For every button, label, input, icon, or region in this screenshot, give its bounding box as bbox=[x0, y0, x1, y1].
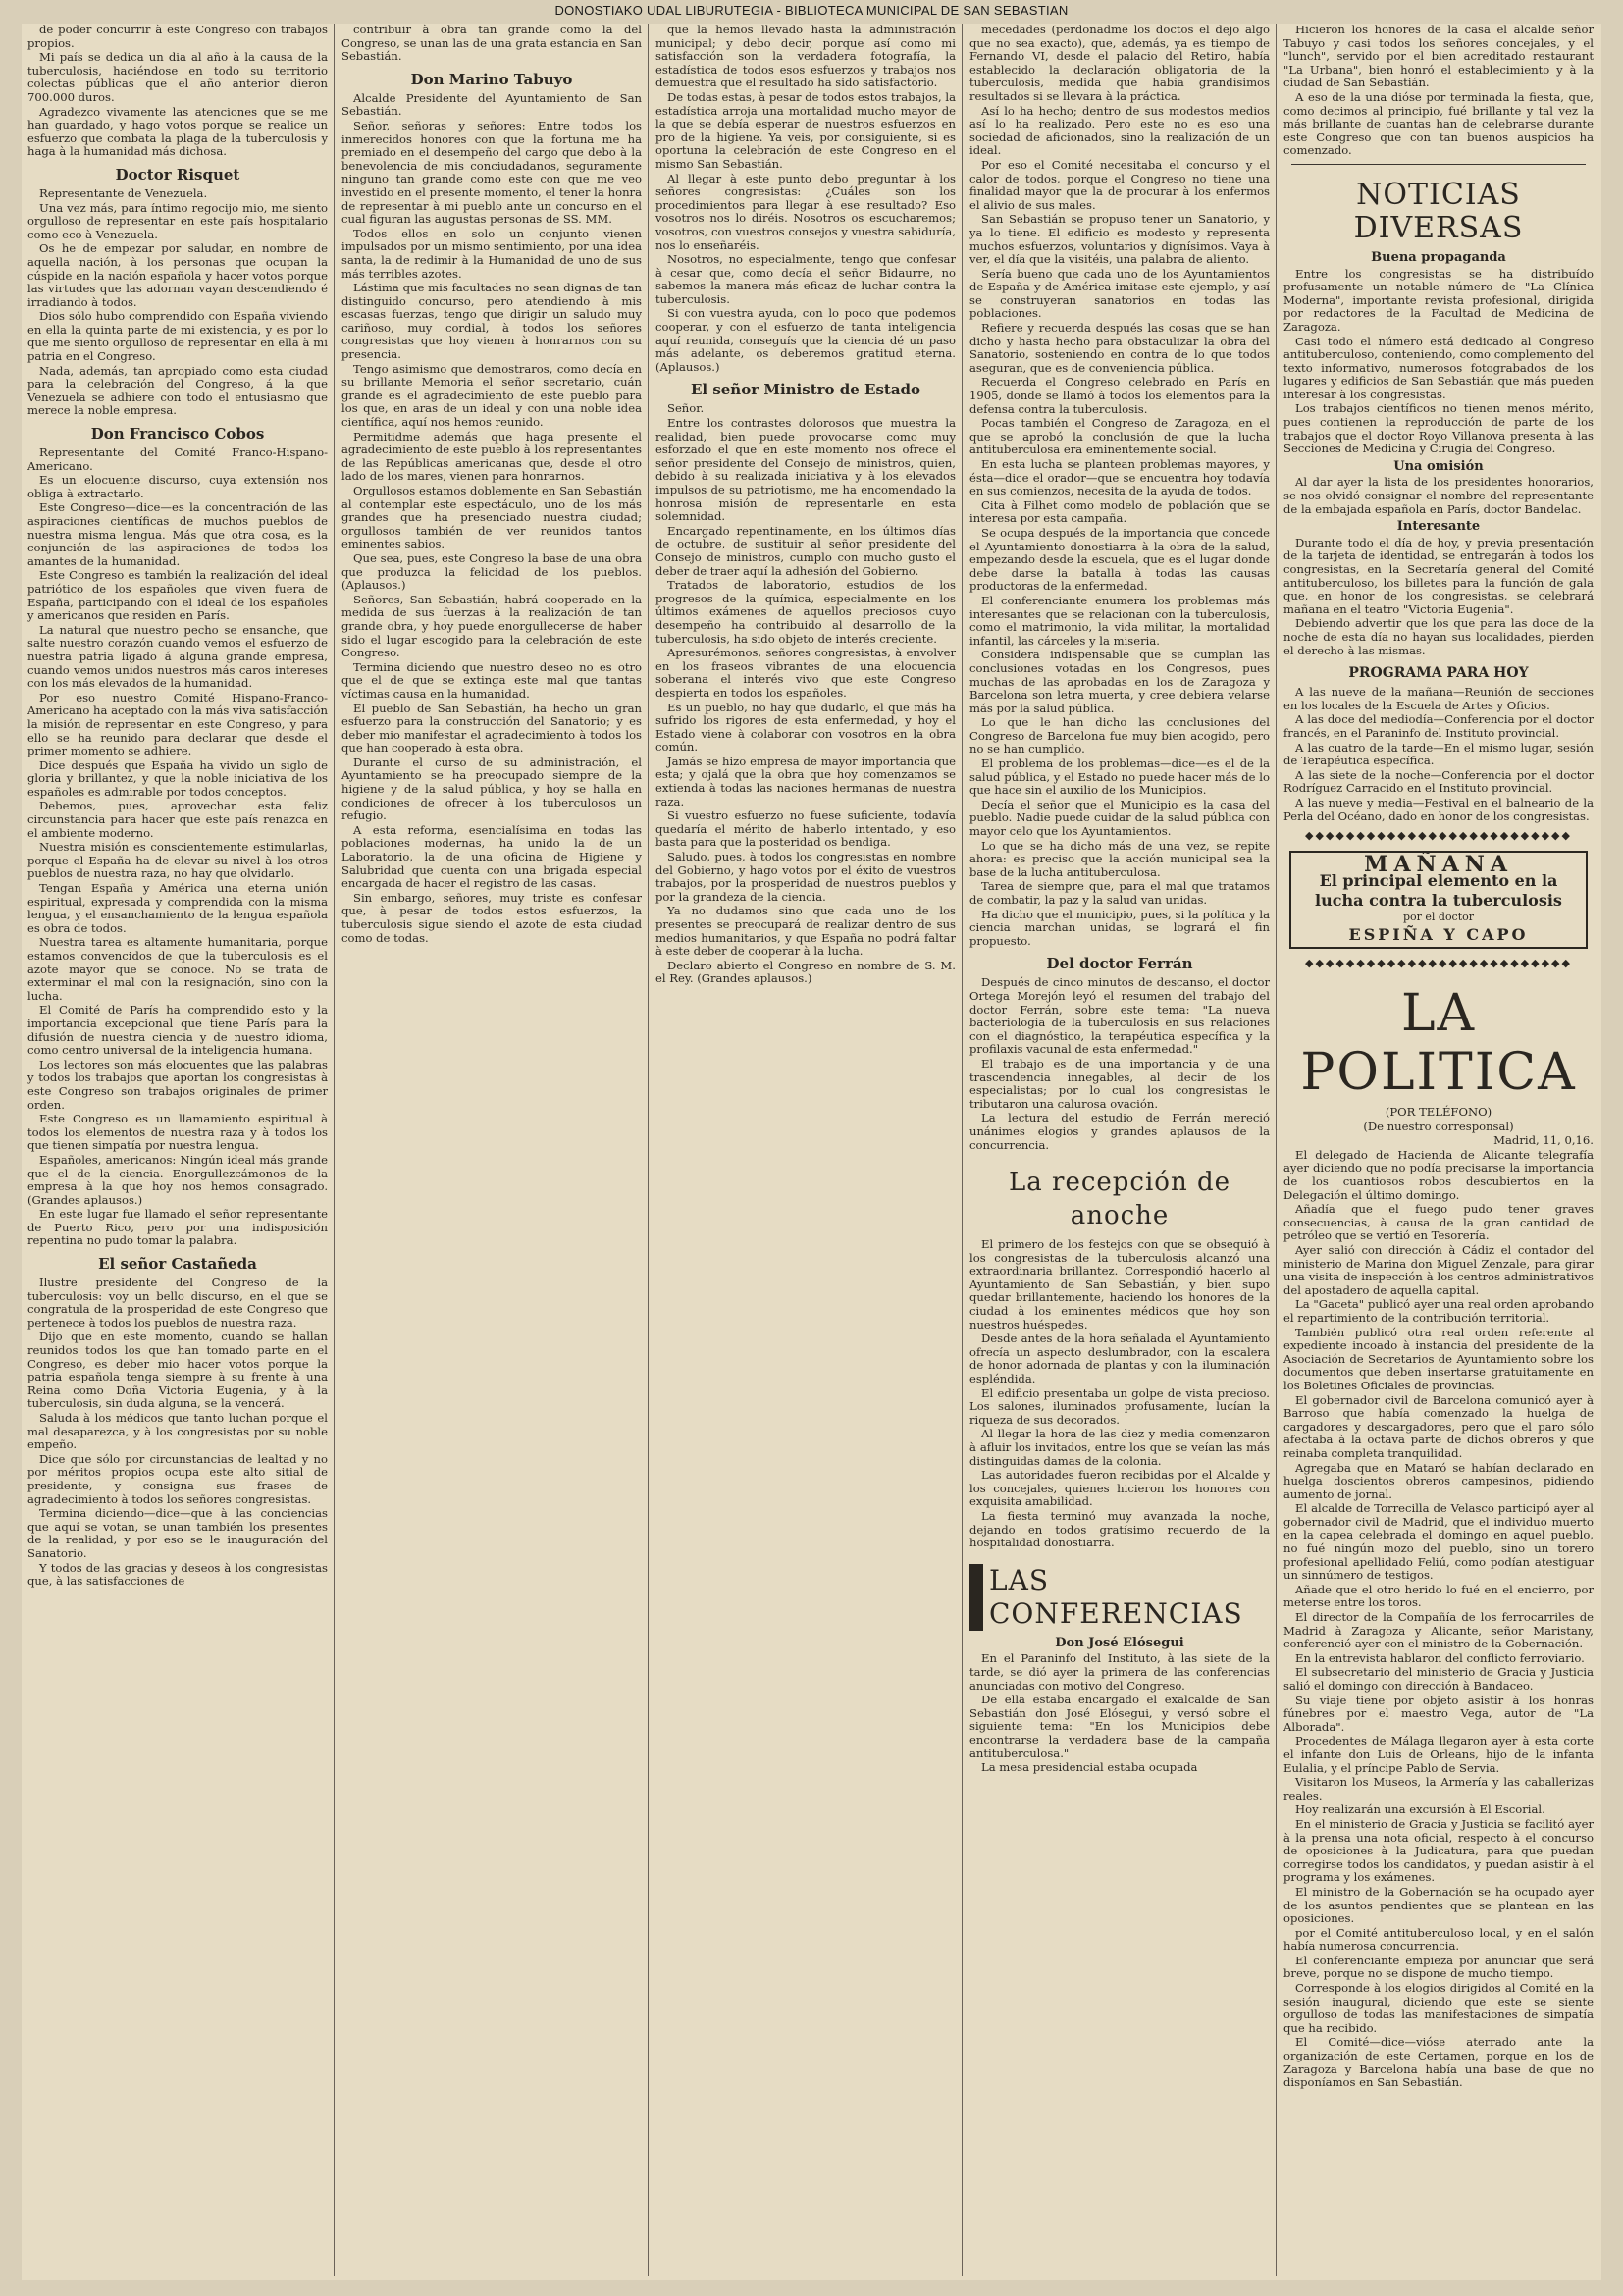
ad-headline: El principal elemento en la bbox=[1319, 871, 1558, 891]
paragraph: De todas estas, à pesar de todos estos trabajos, la estadística arroja una mortalidad mucho mayor de la que se debía esperar de nuestros esfuerzos en pro de la higiene. Ya veis, por consiguiente, si es oportuna la celebración de este Congreso en el mismo San Sebastián. bbox=[655, 89, 956, 171]
dateline: Madrid, 11, 0,16. bbox=[1493, 1133, 1594, 1148]
paragraph: La "Gaceta" publicó ayer una real orden aprobando el repartimiento de la contribución territorial. bbox=[1283, 1297, 1594, 1325]
ad-brand: ESPIÑA Y CAPO bbox=[1348, 924, 1529, 944]
paragraph: Señor, señoras y señores: Entre todos los inmerecidos honores con que la fortuna me ha premiado en el desempeño del cargo que debo à la benevolencia de mis conciudadanos, seguramente ninguno tan grande como este con que me veo investido en el presente momento, el tener la honra de representar à mi pueblo ante un concurso en el cual figuran las augustas personas de SS. MM. bbox=[341, 118, 642, 227]
paragraph: Considera indispensable que se cumplan las conclusiones votadas en los Congresos, pues muchas de las aprobadas en los de Zaragoza y Barcelona son letra muerta, y cree debiera velarse más por la salud pública. bbox=[969, 648, 1270, 715]
paragraph: La mesa presidencial estaba ocupada bbox=[981, 1760, 1198, 1775]
paragraph: Declaro abierto el Congreso en nombre de S. M. el Rey. (Grandes aplausos.) bbox=[655, 958, 956, 986]
paragraph: Debiendo advertir que los que para las doce de la noche de esta día no hayan sus localidades, pierden el derecho à las mismas. bbox=[1283, 616, 1594, 657]
paragraph: Entre los congresistas se ha distribuído profusamente un notable número de "La Clínica Moderna", importante revista profesional, dirigida por redactores de la Facultad de Medicina de Zaragoza. bbox=[1283, 266, 1594, 334]
ornamental-rule: ◆◆◆◆◆◆◆◆◆◆◆◆◆◆◆◆◆◆◆◆◆◆◆◆◆◆ bbox=[1305, 829, 1572, 843]
section-masthead: LA POLITICA bbox=[1300, 984, 1577, 1103]
paragraph: Las autoridades fueron recibidas por el Alcalde y los concejales, quienes hicieron los honores con exquisita amabilidad. bbox=[969, 1468, 1270, 1509]
paragraph: El trabajo es de una importancia y de una trascendencia innegables, al decir de los especialistas; por lo cual los congresistas le tributaron una calurosa ovación. bbox=[969, 1056, 1270, 1111]
paragraph: Jamás se hizo empresa de mayor importancia que esta; y ojalá que la obra que hoy comenzamos se extienda à todas las naciones hermanas de nuestra raza. bbox=[655, 754, 956, 809]
paragraph: Mi país se dedica un dia al año à la causa de la tuberculosis, haciéndose en todo su territorio colectas públicas que el año anterior dieron 700.000 duros. bbox=[27, 50, 328, 104]
column-divider bbox=[1276, 24, 1277, 2276]
paragraph: Dijo que en este momento, cuando se hallan reunidos todos los que han tomado parte en el Congreso, es deber mio hacer votos porque la patria española tenga siempre à su frente à una Reina como Doña Victoria Eugenia, y à la tuberculosis, sin duda alguna, se la vencerá. bbox=[27, 1330, 328, 1411]
paragraph: Casi todo el número está dedicado al Congreso antituberculoso, conteniendo, como complemento del texto informativo, numerosos fotograbados de los lugares y edificios de San Sebastián que más pueden interesar à los congresistas. bbox=[1283, 334, 1594, 401]
paragraph: A eso de la una dióse por terminada la fiesta, que, como decimos al principio, fué brillante y tal vez la más brillante de cuantas han de celebrarse durante este Congreso que con tan buenos auspicios ha comenzado. bbox=[1283, 89, 1594, 158]
paragraph: Añade que el otro herido lo fué en el encierro, por meterse entre los toros. bbox=[1283, 1582, 1594, 1610]
paragraph: También publicó otra real orden referente al expediente incoado à instancia del presidente de la Asociación de Secretarios de Ayuntamiento sobre los documentos que deben insertarse gratuitamente en los Boletines Oficiales de provincias. bbox=[1283, 1325, 1594, 1392]
paragraph: Pocas también el Congreso de Zaragoza, en el que se aprobó la conclusión de que la lucha antituberculosa era eminentemente social. bbox=[969, 416, 1270, 457]
paragraph: En el ministerio de Gracia y Justicia se facilitó ayer à la prensa una nota oficial, respecto à el concurso de oposiciones à la Judicatura, para que puedan corregirse todos los candidatos, y puedan asistir à el programa y los exámenes. bbox=[1283, 1816, 1594, 1885]
paragraph: Tengo asimismo que demostraros, como decía en su brillante Memoria el señor secretario, cuán grande es el agradecimiento de este pueblo para los que, en aras de un ideal y con una noble idea científica, aquí nos hemos reunido. bbox=[341, 361, 642, 430]
section-heading-large: La recepción de anoche bbox=[1008, 1168, 1230, 1231]
library-banner: DONOSTIAKO UDAL LIBURUTEGIA - BIBLIOTECA MUNICIPAL DE SAN SEBASTIAN bbox=[554, 3, 1069, 18]
column-1 bbox=[27, 24, 328, 2276]
section-heading: El señor Ministro de Estado bbox=[690, 381, 921, 399]
paragraph: Representante del Comité Franco-Hispano-Americano. bbox=[27, 445, 328, 473]
paragraph: Sin embargo, señores, muy triste es confesar que, à pesar de todos estos esfuerzos, la tuberculosis sigue siendo el azote de esta ciudad como de todas. bbox=[341, 890, 642, 945]
paragraph: Representante de Venezuela. bbox=[39, 185, 208, 200]
paragraph: En la entrevista hablaron del conflicto ferroviario. bbox=[1295, 1650, 1585, 1665]
paragraph: Hicieron los honores de la casa el alcalde señor Tabuyo y casi todos los señores concejales, y el "lunch", servido por el bien acreditado restaurant "La Urbana", bien honró el establecimiento y à la ciudad de San Sebastián. bbox=[1283, 24, 1594, 90]
paragraph: Tengan España y América una eterna unión espiritual, expresada y comprendida con la misma lengua, y el ensanchamiento de la lengua española es obra de todos. bbox=[27, 881, 328, 935]
paragraph: La fiesta terminó muy avanzada la noche, dejando en todos gratísimo recuerdo de la hospitalidad donostiarra. bbox=[969, 1508, 1270, 1550]
paragraph: Una vez más, para íntimo regocijo mio, me siento orgulloso de representar en este país hospitalario como eco à Venezuela. bbox=[27, 200, 328, 241]
paragraph: Agregaba que en Mataró se habían declarado en huelga doscientos obreros campesinos, pidiendo aumento de jornal. bbox=[1283, 1460, 1594, 1501]
paragraph: Encargado repentinamente, en los últimos días de octubre, de sustituir al señor presidente del Consejo de ministros, cumplo con mucho gusto el deber de traer aquí la adhesión del Gobierno. bbox=[655, 523, 956, 578]
paragraph: El conferenciante empieza por anunciar que será breve, porque no se dispone de mucho tiempo. bbox=[1283, 1953, 1594, 1981]
paragraph: Nada, además, tan apropiado como esta ciudad para la celebración del Congreso, á la que Venezuela se adhiere con todo el entusiasmo que merece la noble empresa. bbox=[27, 363, 328, 418]
paragraph: El primero de los festejos con que se obsequió à los congresistas de la tuberculosis alcanzó una extraordinaria brillantez. Correspondió hacerlo al Ayuntamiento de San Sebastián, y bien supo quedar brillantemente, haciendo los honores de la ciudad à los eminentes médicos que hoy son nuestros huéspedes. bbox=[969, 1237, 1270, 1331]
section-heading: El señor Castañeda bbox=[98, 1255, 257, 1274]
section-heading: PROGRAMA PARA HOY bbox=[1348, 665, 1529, 682]
paragraph: mecedades (perdonadme los doctos el dejo algo que no sea exacto), que, además, ya es tiempo de Fernando VI, desde el palacio del Retiro, había establecido la declaración obligatoria de la tuberculosis, medida que había grandísimos resultados si se llevara à la práctica. bbox=[969, 24, 1270, 103]
paragraph: Este Congreso es un llamamiento espiritual à todos los elementos de nuestra raza y à todos los que tienen simpatía por nuestra lengua. bbox=[27, 1112, 328, 1153]
paragraph: Los lectores son más elocuentes que las palabras y todos los trabajos que aportan los congresistas à este Congreso son trabajos originales de primer orden. bbox=[27, 1057, 328, 1112]
paragraph: El pueblo de San Sebastián, ha hecho un gran esfuerzo para la construcción del Sanatorio; y es deber mio manifestar el agradecimiento à todos los que han cooperado à esta obra. bbox=[341, 701, 642, 756]
paragraph: contribuir à obra tan grande como la del Congreso, se unan las de una grata estancia en San Sebastián. bbox=[341, 24, 642, 64]
paragraph: Los trabajos científicos no tienen menos mérito, pues contienen la reproducción de parte de los trabajos que el doctor Royo Villanova presenta à las Secciones de Medicina y Cirugía del Congreso. bbox=[1283, 401, 1594, 456]
paragraph: Hoy realizarán una excursión à El Escorial. bbox=[1295, 1802, 1545, 1817]
ad-byline: por el doctor bbox=[1402, 911, 1475, 924]
paragraph: Así lo ha hecho; dentro de sus modestos medios así lo ha realizado. Pero este no es eso una sociedad de aficionados, sino la realización de un ideal. bbox=[969, 103, 1270, 158]
paragraph: Es un elocuente discurso, cuya extensión nos obliga à extractarlo. bbox=[27, 473, 328, 500]
paragraph: San Sebastián se propuso tener un Sanatorio, y ya lo tiene. El edificio es modesto y representa muchos esfuerzos, voluntarios y dignísimos. Vaya à ver, el día que la visitéis, una palabra de aliento. bbox=[969, 212, 1270, 267]
paragraph: Añadía que el fuego pudo tener graves consecuencias, à causa de la gran cantidad de petróleo que se vertió en Tesorería. bbox=[1283, 1202, 1594, 1243]
paragraph: Procedentes de Málaga llegaron ayer à esta corte el infante don Luis de Orleans, hijo de la infanta Eulalia, y el príncipe Pablo de Servia. bbox=[1283, 1734, 1594, 1775]
paragraph: Termina diciendo—dice—que à las conciencias que aquí se votan, se unan también los presentes de la realidad, y por eso se le inauguración del Sanatorio. bbox=[27, 1506, 328, 1560]
paragraph: El problema de los problemas—dice—es el de la salud pública, y el Estado no puede hacer más de lo que hace sin el auxilio de los Municipios. bbox=[969, 757, 1270, 798]
paragraph: Dice después que España ha vivido un siglo de gloria y brillantez, y que la noble iniciativa de los españoles es admirable por todos conceptos. bbox=[27, 757, 328, 799]
paragraph: El gobernador civil de Barcelona comunicó ayer à Barroso que había comenzado la huelga de cargadores y descargadores, pero que el paro sólo afectaba à la octava parte de dichos obreros y que reinaba completa tranquilidad. bbox=[1283, 1392, 1594, 1460]
paragraph: La natural que nuestro pecho se ensanche, que salte nuestro corazón cuando vemos el esfuerzo de nuestra patria ligado á alguna grande empresa, cuando vemos unidos nuestros más caros intereses con los más elevados de la humanidad. bbox=[27, 622, 328, 691]
paragraph: Recuerda el Congreso celebrado en París en 1905, donde se llamó à todos los elementos para la defensa contra la tuberculosis. bbox=[969, 375, 1270, 416]
paragraph: Este Congreso es también la realización del ideal patriótico de los españoles que viven fuera de España, participando con el ideal de los españoles y americanos que residen en París. bbox=[27, 568, 328, 623]
paragraph: De ella estaba encargado el exalcalde de San Sebastián don José Elósegui, y versó sobre el siguiente tema: "En los Municipios debe encontrarse la verdadera base de la campaña antituberculosa." bbox=[969, 1693, 1270, 1760]
paragraph: A las doce del mediodía—Conferencia por el doctor francés, en el Paraninfo del Instituto provincial. bbox=[1283, 712, 1594, 740]
paragraph: El alcalde de Torrecilla de Velasco participó ayer al gobernador civil de Madrid, que el individuo muerto en la capea celebrada el domingo en aquel pueblo, no fué ningún mozo del pueblo, sino un torero profesional apellidado Feliú, como podían atestiguar un sinnúmero de testigos. bbox=[1283, 1501, 1594, 1583]
paragraph: Señor. bbox=[667, 401, 705, 416]
paragraph: Después de cinco minutos de descanso, el doctor Ortega Morejón leyó el resumen del trabajo del doctor Ferrán, sobre este tema: "La nueva bacteriología de la tuberculosis en sus relaciones con el diagnóstico, la terapéutica específica y la profilaxis vacunal de esta enfermedad." bbox=[969, 975, 1270, 1057]
section-subheading: Don José Elósegui bbox=[1055, 1635, 1184, 1650]
column-3 bbox=[655, 24, 956, 2276]
section-heading: Del doctor Ferrán bbox=[1046, 955, 1193, 973]
section-heading-large: LAS CONFERENCIAS bbox=[969, 1564, 1270, 1631]
paragraph: A las nueve y media—Festival en el balneario de la Perla del Océano, dado en honor de los congresistas. bbox=[1283, 795, 1594, 823]
column-divider bbox=[962, 24, 963, 2276]
paragraph: Españoles, americanos: Ningún ideal más grande que el de la ciencia. Enorgullezcámonos de la empresa à la que hoy nos hemos consagrado. (Grandes aplausos.) bbox=[27, 1152, 328, 1207]
paragraph: Entre los contrastes dolorosos que muestra la realidad, bien puede provocarse como muy esforzado el que en este momento nos ofrece el señor presidente del Consejo de ministros, quien, debido à su realizada iniciativa y à los elevados impulsos de su patriotismo, me ha encomendado la honrosa misión de representarle en esta solemnidad. bbox=[655, 416, 956, 524]
paragraph: Desde antes de la hora señalada el Ayuntamiento ofrecía un aspecto deslumbrador, con la escalera de honor adornada de plantas y con la iluminación espléndida. bbox=[969, 1331, 1270, 1386]
paragraph: Tratados de laboratorio, estudios de los progresos de la química, especialmente en los últimos exámenes de aquellos preciosos cuyo desempeño ha contribuido al desarrollo de la tuberculosis, ha sido objeto de interés creciente. bbox=[655, 578, 956, 646]
section-subheading: Una omisión bbox=[1393, 458, 1484, 474]
column-2 bbox=[341, 24, 642, 2276]
paragraph: A las siete de la noche—Conferencia por el doctor Rodríguez Carracido en el Instituto provincial. bbox=[1283, 767, 1594, 796]
paragraph: El Comité de París ha comprendido esto y la importancia excepcional que tiene París para la difusión de nuestra ciencia y de nuestro idioma, como centro universal de la inteligencia humana. bbox=[27, 1003, 328, 1058]
section-heading-large: NOTICIAS DIVERSAS bbox=[1353, 177, 1524, 245]
ornamental-rule: ◆◆◆◆◆◆◆◆◆◆◆◆◆◆◆◆◆◆◆◆◆◆◆◆◆◆ bbox=[1305, 957, 1572, 970]
paragraph: A esta reforma, esencialísima en todas las poblaciones modernas, ha unido la de un Laboratorio, la de una oficina de Higiene y Salubridad que cuenta con una brigada especial encargada de hacer el registro de las casas. bbox=[341, 822, 642, 891]
paragraph: Decía el señor que el Municipio es la casa del pueblo. Nadie puede cuidar de la salud pública con mayor celo que los Ayuntamientos. bbox=[969, 797, 1270, 839]
paragraph: El conferenciante enumera los problemas más interesantes que se relacionan con la tuberculosis, como el matrimonio, la vida militar, la mortalidad infantil, las cárceles y la miseria. bbox=[969, 593, 1270, 648]
paragraph: Durante todo el día de hoy, y previa presentación de la tarjeta de identidad, se entregarán à todos los congresistas, en la Secretaría general del Comité antituberculoso, los billetes para la función de gala que, en honor de los congresistas, se celebrará mañana en el teatro "Victoria Eugenia". bbox=[1283, 535, 1594, 616]
byline: (POR TELÉFONO) bbox=[1385, 1105, 1492, 1120]
paragraph: La lectura del estudio de Ferrán mereció unánimes elogios y grandes aplausos de la concurrencia. bbox=[969, 1111, 1270, 1152]
byline: (De nuestro corresponsal) bbox=[1363, 1119, 1514, 1133]
paragraph: El subsecretario del ministerio de Gracia y Justicia salió el domingo con dirección à Bandaceo. bbox=[1283, 1665, 1594, 1693]
paragraph: En el Paraninfo del Instituto, à las siete de la tarde, se dió ayer la primera de las conferencias anunciadas con motivo del Congreso. bbox=[969, 1651, 1270, 1693]
paragraph: En esta lucha se plantean problemas mayores, y ésta—dice el orador—que se encuentra hoy todavía en sus comienzos, necesita de la ayuda de todos. bbox=[969, 457, 1270, 498]
paragraph: Corresponde à los elogios dirigidos al Comité en la sesión inaugural, diciendo que este se siente orgulloso de todas las manifestaciones de simpatía que ha recibido. bbox=[1283, 1981, 1594, 2035]
paragraph: Ayer salió con dirección à Cádiz el contador del ministerio de Marina don Miguel Zenzale, para girar una visita de inspección à los centros administrativos del apostadero de aquella capital. bbox=[1283, 1243, 1594, 1297]
advertisement-box bbox=[1289, 851, 1588, 950]
column-4 bbox=[969, 24, 1270, 2276]
paragraph: El Comité—dice—vióse aterrado ante la organización de este Certamen, porque en los de Zaragoza y Barcelona había una base de que no disponíamos en San Sebastián. bbox=[1283, 2035, 1594, 2090]
section-heading: Don Marino Tabuyo bbox=[410, 70, 573, 88]
paragraph: Cita à Filhet como modelo de población que se interesa por esta campaña. bbox=[969, 497, 1270, 526]
paragraph: Dice que sólo por circunstancias de lealtad y no por méritos propios ocupa este alto sitial de presidente, y consigna sus frases de agradecimiento à todos los señores congresistas. bbox=[27, 1451, 328, 1506]
paragraph: El edificio presentaba un golpe de vista precioso. Los salones, iluminados profusamente, lucían la riqueza de sus decorados. bbox=[969, 1385, 1270, 1427]
paragraph: Orgullosos estamos doblemente en San Sebastián al contemplar este espectáculo, uno de los más grandes que ha presenciado nuestra ciudad; orgullosos también de ver reunidos tantos eminentes sabios. bbox=[341, 484, 642, 551]
paragraph: Durante el curso de su administración, el Ayuntamiento se ha preocupado siempre de la higiene y de la salud pública, y hoy se halla en condiciones de ofrecer à los tuberculosos un refugio. bbox=[341, 755, 642, 823]
paragraph: En este lugar fue llamado el señor representante de Puerto Rico, pero por una indisposición repentina no pudo tomar la palabra. bbox=[27, 1207, 328, 1248]
paragraph: Por eso el Comité necesitaba el concurso y el calor de todos, porque el Congreso no tiene una finalidad mayor que la de procurar à los enfermos el alivio de sus males. bbox=[969, 157, 1270, 212]
section-heading: Don Francisco Cobos bbox=[90, 425, 265, 444]
paragraph: Ilustre presidente del Congreso de la tuberculosis: voy un bello discurso, en el que se congratula de la prosperidad de este Congreso que pertenece à todos los pueblos de nuestra raza. bbox=[27, 1276, 328, 1330]
paragraph: Refiere y recuerda después las cosas que se han dicho y hasta hecho para obstaculizar la obra del Sanatorio, sosteniendo en contra de lo que todos aseguran, que es de conveniencia pública. bbox=[969, 321, 1270, 375]
paragraph: Si vuestro esfuerzo no fuese suficiente, todavía quedaría el mérito de haberlo intentado, y eso basta para que la posteridad os bendiga. bbox=[655, 809, 956, 850]
column-divider bbox=[334, 24, 335, 2276]
paragraph: Nuestra tarea es altamente humanitaria, porque estamos convencidos de que la tuberculosis es el azote mayor que se conoce. No se trata de exterminar el mal con la resignación, sino con la lucha. bbox=[27, 935, 328, 1003]
paragraph: Este Congreso—dice—es la concentración de las aspiraciones científicas de muchos pueblos de nuestra misma lengua. Más que otra cosa, es la conjunción de las aspiraciones de todos los amantes de la humanidad. bbox=[27, 500, 328, 568]
paragraph: Al dar ayer la lista de los presidentes honorarios, se nos olvidó consignar el nombre del representante de la embajada española en París, doctor Bandelac. bbox=[1283, 475, 1594, 516]
paragraph: que la hemos llevado hasta la administración municipal; y debo decir, porque así como mi satisfacción son la verdadera fotografía, la estadística de todos esos esfuerzos y trabajos nos demuestra que el resultado ha sido satisfactorio. bbox=[655, 24, 956, 90]
paragraph: Al llegar la hora de las diez y media comenzaron à afluir los invitados, entre los que se veían las más distinguidas damas de la colonia. bbox=[969, 1427, 1270, 1468]
paragraph: El director de la Compañía de los ferrocarriles de Madrid à Zaragoza y Alicante, señor Maristany, conferenció ayer con el ministro de la Gobernación. bbox=[1283, 1610, 1594, 1651]
paragraph: Os he de empezar por saludar, en nombre de aquella nación, à los personas que ocupan la cúspide en la nación española y hacer votos porque las virtudes que las adornan vayan descendiendo é irradiando à todos. bbox=[27, 241, 328, 309]
paragraph: Si con vuestra ayuda, con lo poco que podemos cooperar, y con el esfuerzo de tanta inteligencia aquí reunida, conseguís que la ciencia dé un paso más adelante, os deberemos gratitud eterna. (Aplausos.) bbox=[655, 306, 956, 374]
paragraph: A las cuatro de la tarde—En el mismo lugar, sesión de Terapéutica específica. bbox=[1283, 740, 1594, 768]
paragraph: Debemos, pues, aprovechar esta feliz circunstancia para hacer que este país renazca en el ambiente moderno. bbox=[27, 799, 328, 840]
column-5 bbox=[1283, 24, 1594, 2276]
paragraph: Sería bueno que cada uno de los Ayuntamientos de España y de América imitase este ejemplo, y así se construyeran sanatorios en todas las poblaciones. bbox=[969, 266, 1270, 321]
paragraph: Nuestra misión es conscientemente estimularlas, porque el España ha de elevar su nivel à los otros pueblos de nuestra raza, no hay que olvidarlo. bbox=[27, 840, 328, 881]
paragraph: Lo que le han dicho las conclusiones del Congreso de Barcelona fue muy bien acogido, pero no se han cumplido. bbox=[969, 715, 1270, 757]
paragraph: Saludo, pues, à todos los congresistas en nombre del Gobierno, y hago votos por el éxito de vuestros trabajos, por la prosperidad de nuestros pueblos y por la grandeza de la ciencia. bbox=[655, 850, 956, 904]
column-divider bbox=[648, 24, 649, 2276]
paragraph: por el Comité antituberculoso local, y en el salón había numerosa concurrencia. bbox=[1283, 1925, 1594, 1954]
paragraph: Al llegar à este punto debo preguntar à los señores congresistas: ¿Cuáles son los procedimientos para llegar à ese resultado? Eso vosotros nos lo diréis. Nosotros os escucharemos; vosotros, con vuestros consejos y vuestra sabiduría, nos lo enseñaréis. bbox=[655, 171, 956, 252]
paragraph: Ya no dudamos sino que cada uno de los presentes se preocupará de realizar dentro de sus medios humanitarios, y que España no podrá faltar à este deber de cooperar à la lucha. bbox=[655, 904, 956, 959]
section-heading: Doctor Risquet bbox=[115, 165, 240, 183]
newspaper-page bbox=[22, 24, 1601, 2280]
paragraph: Señores, San Sebastián, habrá cooperado en la medida de sus fuerzas à la realización de tan grande obra, y hoy puede enorgullecerse de haber sido el lugar escogido para la celebración de este Congreso. bbox=[341, 592, 642, 660]
ad-headline: lucha contra la tuberculosis bbox=[1315, 891, 1562, 911]
section-subheading: Interesante bbox=[1396, 519, 1481, 535]
paragraph: Lo que se ha dicho más de una vez, se repite ahora: es preciso que la acción municipal sea la base de la lucha antituberculosa. bbox=[969, 838, 1270, 879]
paragraph: Se ocupa después de la importancia que concede el Ayuntamiento donostiarra à la obra de la salud, empezando desde la escuela, que es el lugar donde debe darse la batalla à todas las causas productoras de la enfermedad. bbox=[969, 525, 1270, 594]
paragraph: Lástima que mis facultades no sean dignas de tan distinguido concurso, pero atendiendo à mis escasas fuerzas, tengo que dirigir un saludo muy cariñoso, muy cordial, à todos los señores congresistas que hoy vienen à honrarnos con su presencia. bbox=[341, 281, 642, 362]
paragraph: Termina diciendo que nuestro deseo no es otro que el de que se extinga este mal que tantas víctimas causa en la humanidad. bbox=[341, 659, 642, 701]
paragraph: Tarea de siempre que, para el mal que tratamos de combatir, la paz y la salud van unidas. bbox=[969, 879, 1270, 907]
paragraph: Es un pueblo, no hay que dudarlo, el que más ha sufrido los rigores de esta enfermedad, y hoy el Estado viene à colaborar con vosotros en la obra común. bbox=[655, 700, 956, 755]
paragraph: Agradezco vivamente las atenciones que se me han guardado, y hago votos porque se realice un esfuerzo que combata la plaga de la tuberculosis y haga à la humanidad más dichosa. bbox=[27, 104, 328, 159]
paragraph: Todos ellos en solo un conjunto vienen impulsados por un mismo sentimiento, por una idea santa, la de redimir à la Humanidad de uno de sus más terribles azotes. bbox=[341, 226, 642, 281]
paragraph: Nosotros, no especialmente, tengo que confesar à cesar que, como decía el señor Bidaurre, no sabemos la manera más eficaz de luchar contra la tuberculosis. bbox=[655, 252, 956, 306]
paragraph: El ministro de la Gobernación se ha ocupado ayer de los asuntos pendientes que se plantean en las oposiciones. bbox=[1283, 1884, 1594, 1926]
ad-title: MAÑANA bbox=[1364, 851, 1513, 877]
paragraph: Alcalde Presidente del Ayuntamiento de San Sebastián. bbox=[341, 90, 642, 119]
paragraph: de poder concurrir à este Congreso con trabajos propios. bbox=[27, 24, 328, 50]
paragraph: Que sea, pues, este Congreso la base de una obra que produzca la felicidad de los pueblos. (Aplausos.) bbox=[341, 550, 642, 593]
paragraph: Por eso nuestro Comité Hispano-Franco-Americano ha aceptado con la más viva satisfacción la misión de representar en este Congreso, y para ello se ha reunido para declarar que desde el primer momento se adhiere. bbox=[27, 690, 328, 758]
section-subheading: Buena propaganda bbox=[1371, 249, 1506, 265]
paragraph: Su viaje tiene por objeto asistir à los honras fúnebres por el maestro Vega, autor de "La Alborada". bbox=[1283, 1693, 1594, 1734]
paragraph: Y todos de las gracias y deseos à los congresistas que, à las satisfacciones de bbox=[27, 1560, 328, 1589]
paragraph: El delegado de Hacienda de Alicante telegrafía ayer diciendo que no podía precisarse la importancia de los cuantiosos robos descubiertos en la Delegación el último domingo. bbox=[1283, 1147, 1594, 1202]
paragraph: Saluda à los médicos que tanto luchan porque el mal desaparezca, y à los congresistas por su noble empeño. bbox=[27, 1411, 328, 1452]
paragraph: Apresurémonos, señores congresistas, à envolver en los fraseos vibrantes de una elocuencia soberana el interés vivo que este Congreso despierta en todos los españoles. bbox=[655, 646, 956, 700]
paragraph: Permitidme además que haga presente el agradecimiento de este pueblo à los representantes de las Repúblicas americanas que, desde el otro lado de los mares, vienen para honrarnos. bbox=[341, 429, 642, 484]
paragraph: Dios sólo hubo comprendido con España viviendo en ella la quinta parte de mi existencia, y es por lo que me siento orgulloso de representar en ella à mi patria en el Congreso. bbox=[27, 309, 328, 364]
divider bbox=[1291, 164, 1586, 165]
paragraph: Ha dicho que el municipio, pues, si la política y la ciencia marchan unidas, se logrará el fin propuesto. bbox=[969, 907, 1270, 948]
paragraph: Visitaron los Museos, la Armería y las caballerizas reales. bbox=[1283, 1775, 1594, 1802]
paragraph: A las nueve de la mañana—Reunión de secciones en los locales de la Escuela de Artes y Oficios. bbox=[1283, 685, 1594, 712]
